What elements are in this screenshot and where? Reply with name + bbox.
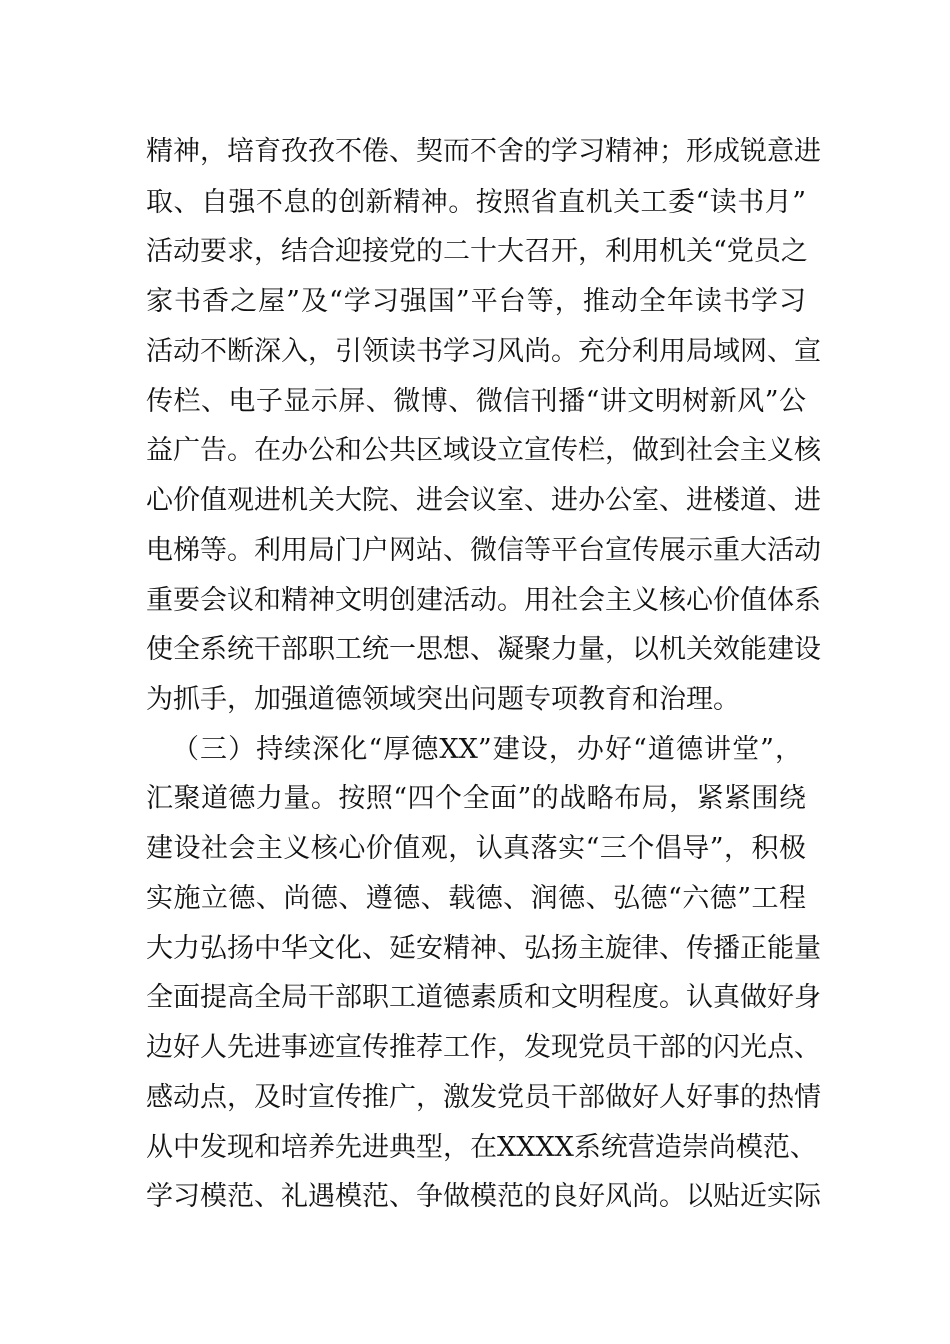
text-line: 建设社会主义核心价值观，认真落实“三个倡导”，积极 <box>146 833 806 864</box>
text-line: 学习模范、礼遇模范、争做模范的良好风尚。以贴近实际 <box>146 1181 821 1212</box>
text-line: 使全系统干部职工统一思想、凝聚力量，以机关效能建设 <box>146 634 821 665</box>
section-heading-line: （三）持续深化“厚德XX”建设，办好“道德讲堂”， <box>172 734 802 765</box>
text-line: 全面提高全局干部职工道德素质和文明程度。认真做好身 <box>146 982 821 1013</box>
text-line: 从中发现和培养先进典型，在XXXX系统营造崇尚模范、 <box>146 1132 817 1163</box>
text-line: 感动点，及时宣传推广，激发党员干部做好人好事的热情 <box>146 1082 821 1113</box>
text-line: 为抓手，加强道德领域突出问题专项教育和治理。 <box>146 684 740 715</box>
text-line: 精神，培育孜孜不倦、契而不舍的学习精神；形成锐意进 <box>146 136 821 167</box>
text-line: 实施立德、尚德、遵德、载德、润德、弘德“六德”工程 <box>146 883 806 914</box>
text-line: 活动要求，结合迎接党的二十大召开，利用机关“党员之 <box>146 236 808 267</box>
text-line: 家书香之屋”及“学习强国”平台等，推动全年读书学习 <box>146 286 806 317</box>
text-line: 活动不断深入，引领读书学习风尚。充分利用局域网、宣 <box>146 336 821 367</box>
text-line: 重要会议和精神文明创建活动。用社会主义核心价值体系 <box>146 585 821 616</box>
text-line: 心价值观进机关大院、进会议室、进办公室、进楼道、进 <box>146 485 821 516</box>
text-line: 汇聚道德力量。按照“四个全面”的战略布局，紧紧围绕 <box>146 783 806 814</box>
text-line: 电梯等。利用局门户网站、微信等平台宣传展示重大活动 <box>146 535 821 566</box>
text-line: 大力弘扬中华文化、延安精神、弘扬主旋律、传播正能量 <box>146 933 821 964</box>
text-line: 传栏、电子显示屏、微博、微信刊播“讲文明树新风”公 <box>146 386 806 417</box>
text-line: 边好人先进事迹宣传推荐工作，发现党员干部的闪光点、 <box>146 1032 821 1063</box>
text-line: 益广告。在办公和公共区域设立宣传栏，做到社会主义核 <box>146 435 821 466</box>
text-line: 取、自强不息的创新精神。按照省直机关工委“读书月” <box>146 187 806 218</box>
